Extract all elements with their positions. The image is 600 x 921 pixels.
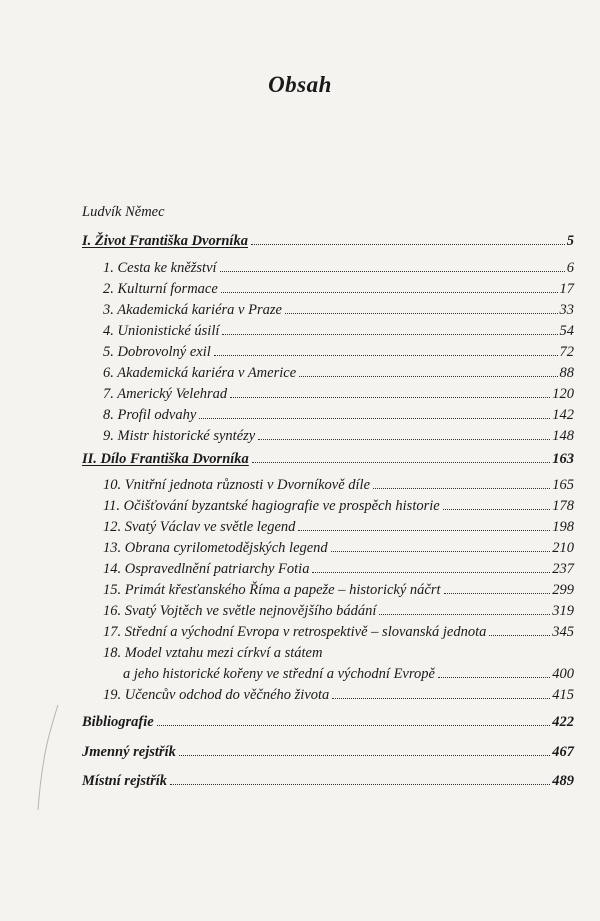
dot-leader — [214, 355, 558, 356]
toc-entry[interactable] — [103, 645, 322, 662]
pencil-mark — [28, 700, 68, 820]
toc-entry-label: 2. Kulturní formace — [103, 281, 218, 297]
toc-entry-label: 10. Vnitřní jednota různosti v Dvorníkově díle — [103, 477, 371, 493]
toc-entry[interactable] — [103, 281, 574, 298]
toc-entry-page: 198 — [552, 519, 574, 535]
toc-entry-label: 15. Primát křesťanského Říma a papeže – historický náčrt — [103, 582, 441, 598]
toc-entry[interactable] — [103, 687, 574, 704]
toc-entry-label: 16. Svatý Vojtěch ve světle nejnovějšího bádání — [103, 603, 377, 619]
toc-entry-label: 12. Svatý Václav ve světle legend — [103, 519, 296, 535]
toc-entry-page: 120 — [552, 386, 574, 402]
toc-entry[interactable] — [103, 477, 574, 494]
dot-leader — [489, 635, 550, 636]
page-title: Obsah — [268, 72, 332, 97]
toc-entry-page: 17 — [559, 281, 574, 297]
toc-entry-page: 165 — [552, 477, 574, 493]
toc-entry-page: 422 — [552, 714, 574, 730]
dot-leader — [373, 488, 550, 489]
toc-entry-page: 142 — [552, 407, 574, 423]
dot-leader — [438, 677, 550, 678]
dot-leader — [179, 755, 550, 756]
toc-entry[interactable] — [103, 260, 574, 277]
toc-entry-page: 345 — [552, 624, 574, 640]
toc-entry[interactable] — [82, 451, 574, 468]
toc-entry-page: 33 — [559, 302, 574, 318]
dot-leader — [379, 614, 550, 615]
dot-leader — [299, 376, 557, 377]
toc-entry-label: 18. Model vztahu mezi církví a státem — [103, 645, 323, 661]
toc-entry-label: 1. Cesta ke kněžství — [103, 260, 217, 276]
toc-entry[interactable] — [103, 365, 574, 382]
toc-entry[interactable] — [103, 407, 574, 424]
toc-entry-page: 54 — [559, 323, 574, 339]
toc-entry[interactable] — [103, 582, 574, 599]
dot-leader — [285, 313, 558, 314]
dot-leader — [252, 462, 550, 463]
dot-leader — [444, 593, 551, 594]
toc-entry-page: 148 — [552, 428, 574, 444]
toc-entry-label: 5. Dobrovolný exil — [103, 344, 211, 360]
dot-leader — [199, 418, 550, 419]
toc-entry-page: 72 — [559, 344, 574, 360]
toc-entry-label: 3. Akademická kariéra v Praze — [103, 302, 282, 318]
toc-entry[interactable] — [82, 744, 574, 761]
toc-entry-page: 163 — [552, 451, 574, 467]
toc-entry-page: 6 — [566, 260, 574, 276]
toc-entry-label: a jeho historické kořeny ve střední a východní Evropě — [123, 666, 435, 682]
toc-entry[interactable] — [103, 603, 574, 620]
toc-entry-page: 489 — [552, 773, 574, 789]
toc-entry[interactable] — [103, 540, 574, 557]
toc-entry-label: 11. Očišťování byzantské hagiografie ve prospěch historie — [103, 498, 440, 514]
toc-entry[interactable] — [82, 233, 574, 250]
toc-entry[interactable] — [103, 344, 574, 361]
toc-entry-label: Jmenný rejstřík — [82, 744, 176, 760]
toc-entry[interactable] — [103, 302, 574, 319]
toc-entry-label: 14. Ospravedlnění patriarchy Fotia — [103, 561, 310, 577]
toc-entry-label: I. Život Františka Dvorníka — [82, 233, 248, 249]
toc-entry-label: 6. Akademická kariéra v Americe — [103, 365, 297, 381]
toc-entry[interactable] — [82, 714, 574, 731]
toc-entry-label: 4. Unionistické úsilí — [103, 323, 220, 339]
toc-entry-label: 17. Střední a východní Evropa v retrospektivě – slovanská jednota — [103, 624, 487, 640]
toc-entry-page: 237 — [552, 561, 574, 577]
toc-entry[interactable] — [103, 519, 574, 536]
toc-entry-page: 415 — [552, 687, 574, 703]
dot-leader — [331, 551, 551, 552]
toc-entry-label: Bibliografie — [82, 714, 154, 730]
toc-entry-page: 88 — [559, 365, 574, 381]
toc-entry-label: 9. Mistr historické syntézy — [103, 428, 256, 444]
author-name: Ludvík Němec — [82, 204, 165, 220]
dot-leader — [312, 572, 550, 573]
toc-entry-label: Místní rejstřík — [82, 773, 168, 789]
toc-entry[interactable] — [103, 323, 574, 340]
toc-entry-page: 467 — [552, 744, 574, 760]
toc-entry-page: 400 — [552, 666, 574, 682]
toc-entry[interactable] — [103, 428, 574, 445]
toc-entry[interactable] — [103, 561, 574, 578]
dot-leader — [258, 439, 550, 440]
toc-entry[interactable] — [103, 386, 574, 403]
toc-entry-page: 210 — [552, 540, 574, 556]
toc-entry-page: 299 — [552, 582, 574, 598]
dot-leader — [332, 698, 550, 699]
dot-leader — [170, 784, 550, 785]
toc-entry-page: 178 — [552, 498, 574, 514]
dot-leader — [222, 334, 557, 335]
dot-leader — [221, 292, 558, 293]
toc-entry-label: 8. Profil odvahy — [103, 407, 197, 423]
toc-entry-label: II. Dílo Františka Dvorníka — [82, 451, 249, 467]
dot-leader — [298, 530, 550, 531]
toc-entry-page: 5 — [566, 233, 574, 249]
toc-entry-label: 7. Americký Velehrad — [103, 386, 228, 402]
toc-entry-continuation[interactable] — [123, 666, 574, 683]
toc-entry[interactable] — [103, 624, 574, 641]
toc-entry-page: 319 — [552, 603, 574, 619]
toc-entry[interactable] — [103, 498, 574, 515]
dot-leader — [230, 397, 550, 398]
dot-leader — [157, 725, 551, 726]
toc-entry-label: 19. Učencův odchod do věčného života — [103, 687, 330, 703]
toc-entry-label: 13. Obrana cyrilometodějských legend — [103, 540, 328, 556]
dot-leader — [220, 271, 565, 272]
dot-leader — [251, 244, 565, 245]
dot-leader — [443, 509, 551, 510]
toc-entry[interactable] — [82, 773, 574, 790]
